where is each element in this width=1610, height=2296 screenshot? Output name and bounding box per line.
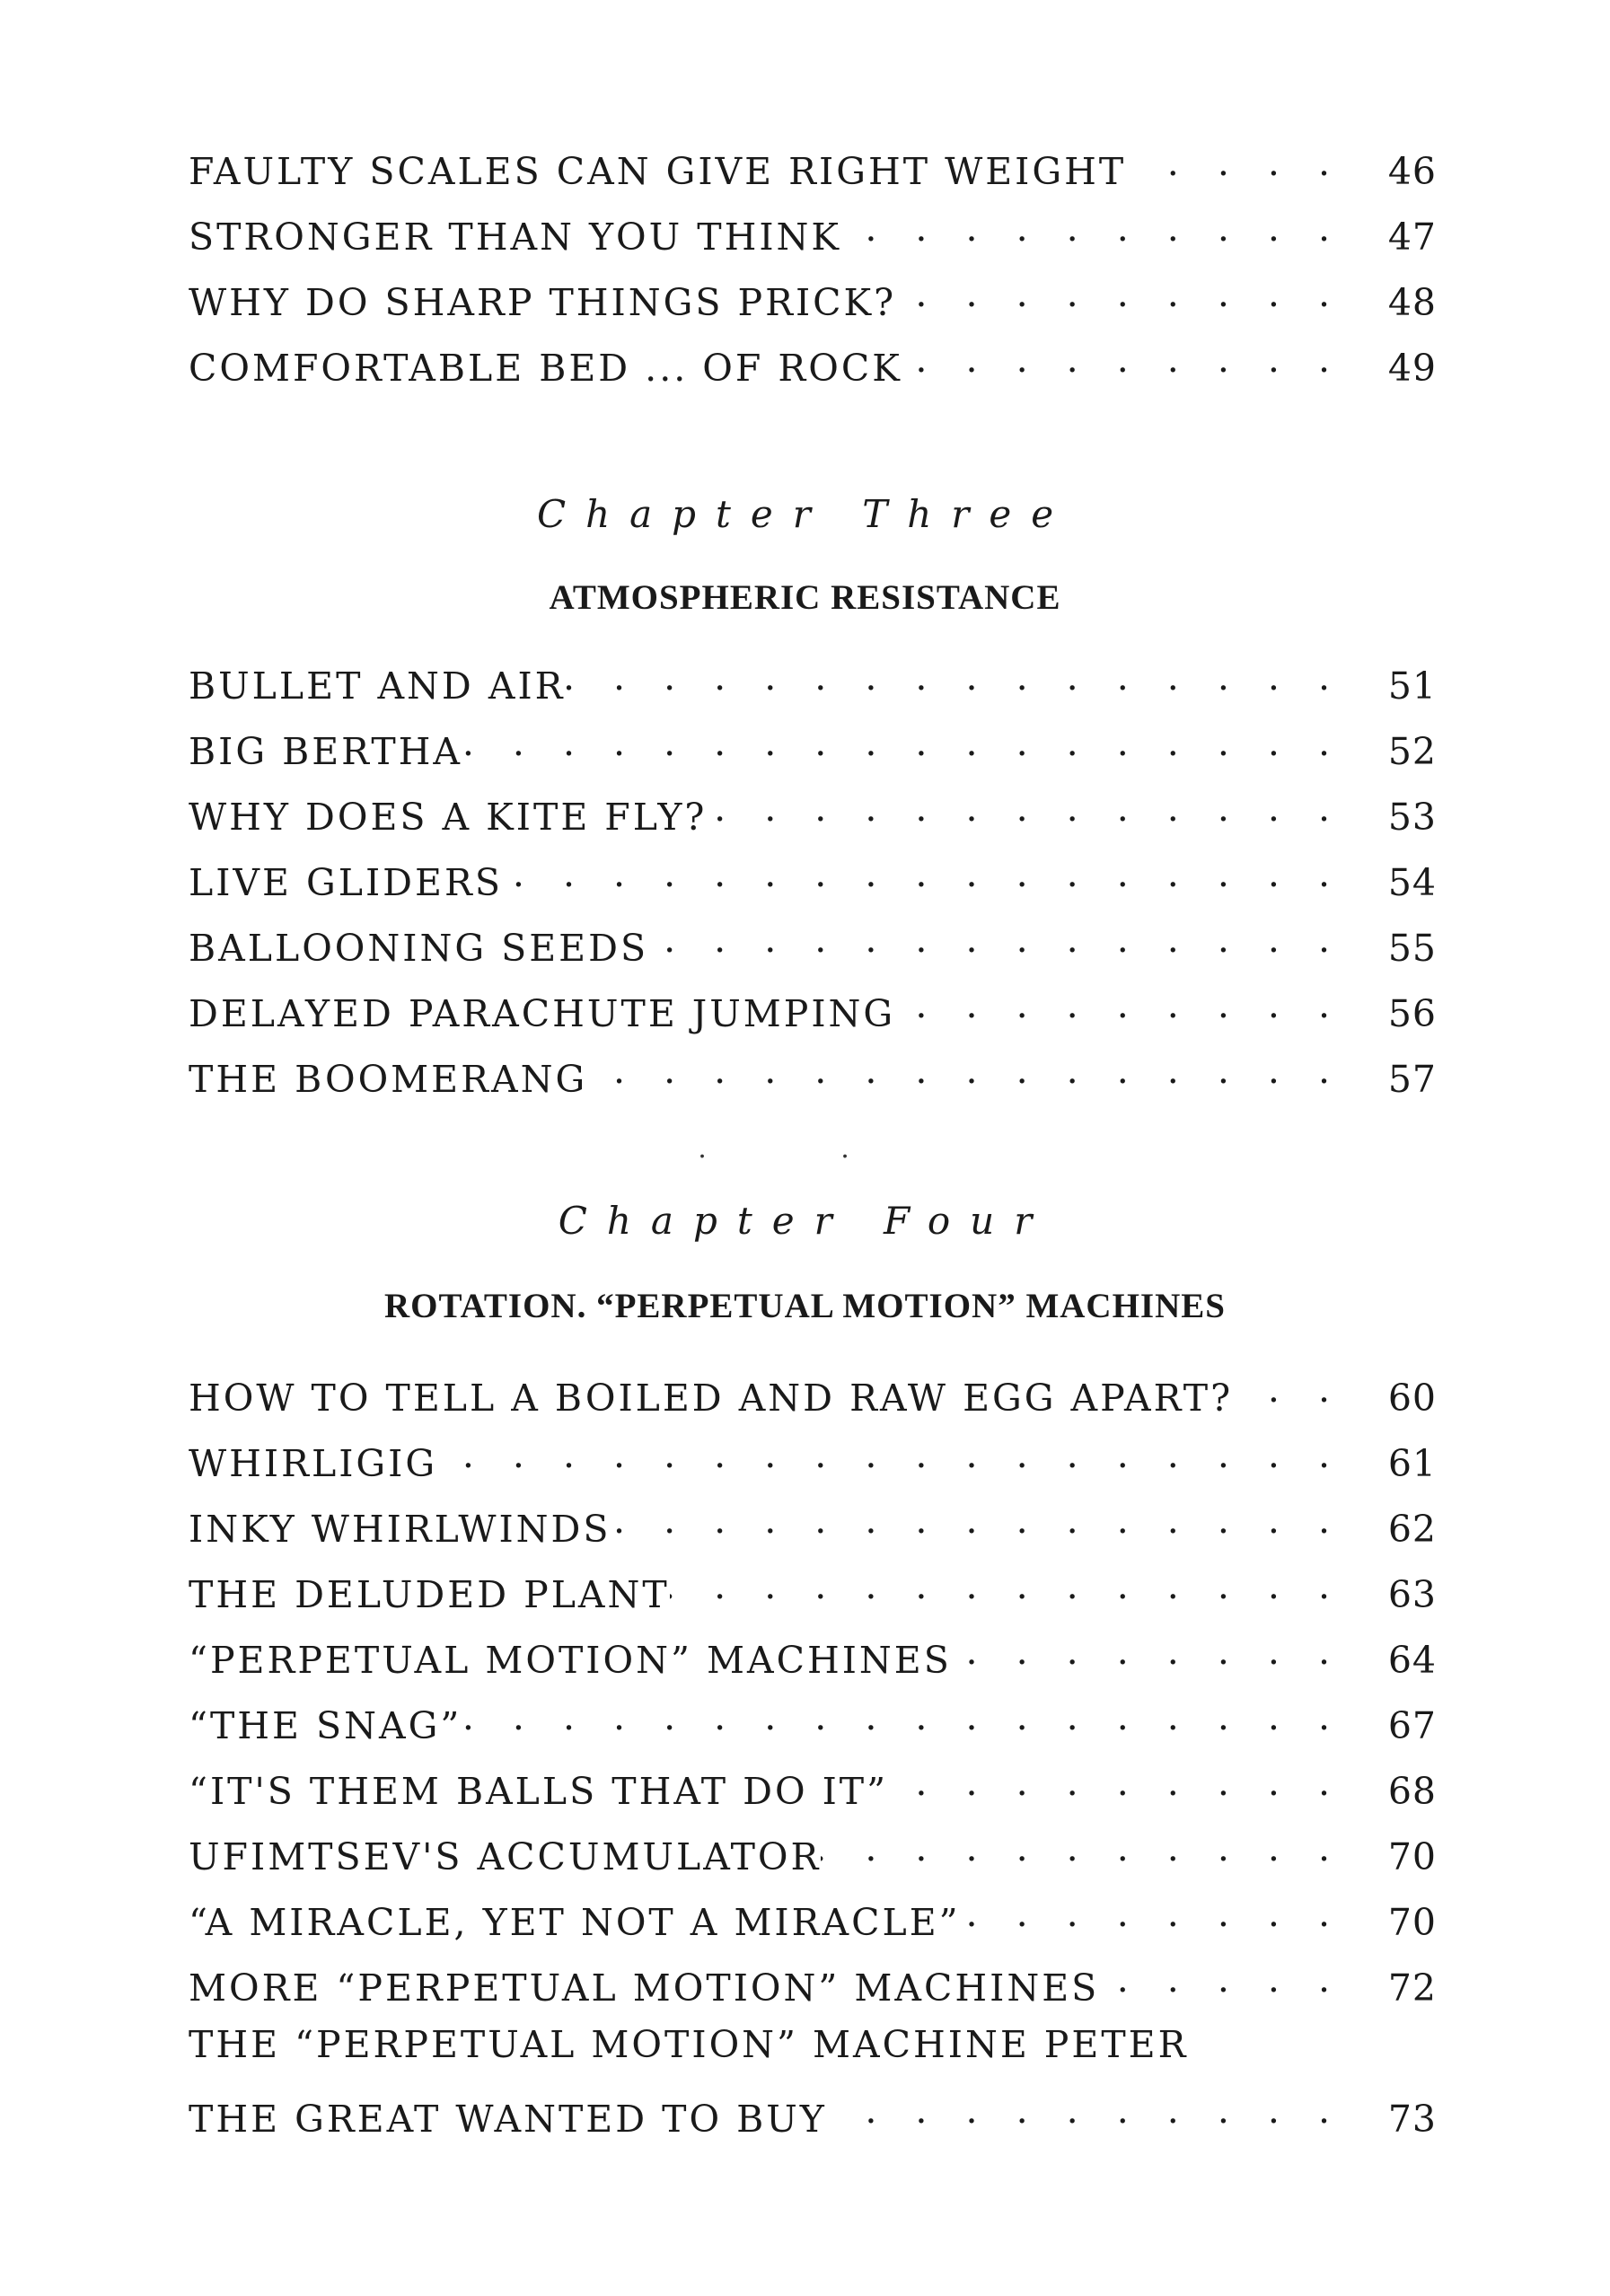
toc-entry-title: BALLOONING SEEDS [189,927,649,970]
dot-leader [437,1433,1365,1476]
toc-entry-page: 70 [1387,1835,1437,1878]
chapter-four-title: ROTATION. “PERPETUAL MOTION” MACHINES [384,1287,1226,1325]
toc-entry [189,1761,1437,1826]
toc-entry-page: 61 [1387,1442,1437,1485]
toc-entry [189,655,1437,721]
toc-entry-title: DELAYED PARACHUTE JUMPING [189,992,896,1035]
toc-entry-title: STRONGER THAN YOU THINK [189,216,842,259]
toc-entry-title: WHIRLIGIG [189,1442,438,1485]
toc-entry [189,787,1437,852]
toc-entry-page: 72 [1387,1966,1437,2010]
toc-entry-title: “PERPETUAL MOTION” MACHINES [189,1639,952,1682]
toc-entry [189,1826,1437,1892]
dot-leader [1126,141,1365,184]
chapter-three-title: ATMOSPHERIC RESISTANCE [549,578,1061,617]
toc-entry [189,141,1437,207]
toc-entry-title: “IT'S THEM BALLS THAT DO IT” [189,1770,889,1813]
toc-entry [189,1049,1437,1114]
dot-leader [821,1826,1365,1869]
toc-entry-title: THE DELUDED PLANT [189,1573,670,1616]
toc-entry [189,1957,1437,2023]
toc-entry-page: 47 [1387,216,1437,259]
toc-entry [189,1499,1437,1564]
toc-entry-page: 73 [1387,2098,1437,2141]
toc-chapter-four [189,1368,1437,2154]
toc-entry-page: 48 [1387,281,1437,324]
toc-entry-page: 57 [1387,1058,1437,1101]
toc-entry-title: UFIMTSEV'S ACCUMULATOR [189,1835,822,1878]
toc-entry-title: BIG BERTHA [189,730,463,773]
toc-entry-page: 55 [1387,927,1437,970]
dot-leader [587,1049,1365,1092]
dot-leader [707,787,1365,830]
toc-chapter-three [189,655,1437,1114]
toc-entry-title: THE BOOMERANG [189,1058,588,1101]
dot-leader [503,852,1365,895]
dot-leader [827,2089,1365,2132]
toc-entry-title: BULLET AND AIR [189,664,566,708]
toc-entry-page: 68 [1387,1770,1437,1813]
toc-entry-page: 60 [1387,1377,1437,1420]
toc-entry-title: “A MIRACLE, YET NOT A MIRACLE” [189,1901,961,1944]
toc-entry-page: 52 [1387,730,1437,773]
stray-print-marks: . . [698,1133,912,1165]
toc-entry [189,2089,1437,2154]
toc-entry-title: FAULTY SCALES CAN GIVE RIGHT WEIGHT [189,150,1127,193]
toc-entry [189,1368,1437,1433]
toc-entry-page: 46 [1387,150,1437,193]
toc-entry-page: 63 [1387,1573,1437,1616]
dot-leader [670,1564,1365,1607]
toc-entry [189,272,1437,338]
toc-entry [189,852,1437,918]
dot-leader [1233,1368,1365,1411]
toc-entry [189,1695,1437,1761]
toc-entry-page: 64 [1387,1639,1437,1682]
dot-leader [896,272,1365,315]
dot-leader [611,1499,1366,1542]
toc-entry-page: 67 [1387,1704,1437,1747]
toc-entry-page: 70 [1387,1901,1437,1944]
toc-entry-title: WHY DO SHARP THINGS PRICK? [189,281,897,324]
dot-leader [1099,1957,1365,2001]
dot-leader [566,655,1365,699]
toc-entry-title: THE “PERPETUAL MOTION” MACHINE PETER [189,2023,1189,2066]
dot-leader [961,1892,1365,1935]
dot-leader [902,338,1365,381]
toc-entry-title: LIVE GLIDERS [189,861,503,904]
chapter-three-label: Chapter Three [536,492,1074,536]
dot-leader [841,207,1365,250]
toc-entry [189,1630,1437,1695]
toc-entry-page: 56 [1387,992,1437,1035]
toc-entry-title: WHY DOES A KITE FLY? [189,796,708,839]
toc-entry [189,1564,1437,1630]
toc-entry-page: 49 [1387,347,1437,390]
toc-entry [189,2023,1437,2089]
toc-entry-title: MORE “PERPETUAL MOTION” MACHINES [189,1966,1100,2010]
toc-entry [189,983,1437,1049]
toc-entry-page: 54 [1387,861,1437,904]
toc-entry-page: 51 [1387,664,1437,708]
toc-entry-title: “THE SNAG” [189,1704,462,1747]
dot-leader [648,918,1365,961]
toc-entry [189,918,1437,983]
dot-leader [888,1761,1365,1804]
toc-entry [189,721,1437,787]
dot-leader [895,983,1365,1026]
toc-entry-title: INKY WHIRLWINDS [189,1508,611,1551]
toc-entry [189,207,1437,272]
toc-entry-title: COMFORTABLE BED ... OF ROCK [189,347,902,390]
chapter-four-label: Chapter Four [558,1199,1052,1243]
toc-entry-title: HOW TO TELL A BOILED AND RAW EGG APART? [189,1377,1234,1420]
toc-entry-page: 62 [1387,1508,1437,1551]
toc-entry [189,1892,1437,1957]
toc-section-one [189,141,1437,403]
dot-leader [952,1630,1365,1673]
toc-entry-page: 53 [1387,796,1437,839]
toc-entry-title: THE GREAT WANTED TO BUY [189,2098,827,2141]
toc-entry [189,1433,1437,1499]
dot-leader [462,1695,1365,1738]
toc-entry [189,338,1437,403]
dot-leader [462,721,1365,764]
